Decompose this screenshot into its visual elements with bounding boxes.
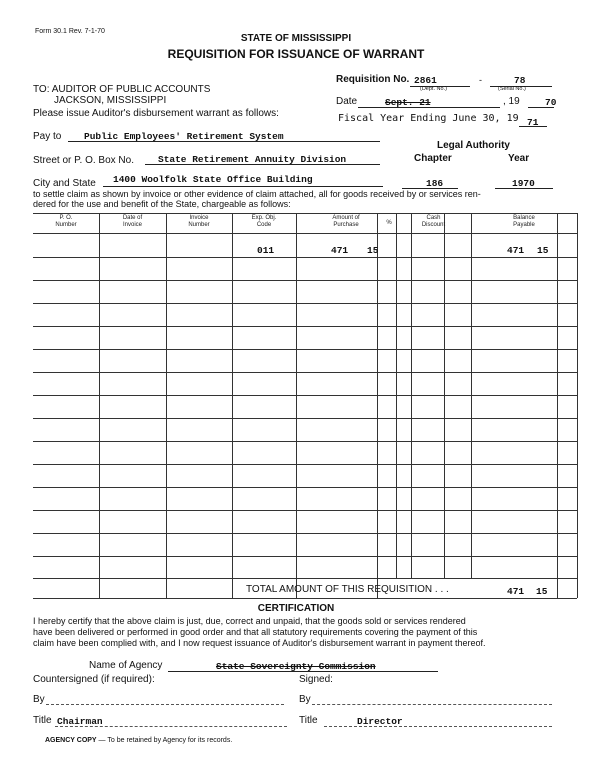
date-year: 70 — [545, 97, 557, 108]
pay-to-label: Pay to — [33, 131, 62, 142]
date-value: Sept. 21 — [385, 97, 431, 108]
page-title: REQUISITION FOR ISSUANCE OF WARRANT — [167, 47, 425, 61]
certification-line-3: claim have been complied with, and I now request issuance of Auditor's disbursement warrant in payment thereof. — [33, 638, 486, 648]
city-label: City and State — [33, 178, 96, 189]
countersigned-label: Countersigned (if required): — [33, 674, 155, 685]
header-amount-of-purchase: Amount of Purchase — [332, 215, 360, 228]
agency-name-label: Name of Agency — [89, 660, 163, 671]
title-label: Title — [33, 715, 52, 726]
serial-number: 78 — [514, 75, 526, 86]
row-1-amount-cents: 15 — [367, 245, 379, 256]
pay-to-value: Public Employees' Retirement System — [84, 131, 284, 142]
street-value: State Retirement Annuity Division — [158, 154, 347, 165]
chapter-label: Chapter — [414, 153, 452, 164]
street-label: Street or P. O. Box No. — [33, 155, 134, 166]
requisition-label: Requisition No. — [336, 74, 410, 85]
legal-year-value: 1970 — [512, 178, 535, 189]
row-1-balance-cents: 15 — [537, 245, 549, 256]
header-balance-payable: Balance Payable — [513, 215, 535, 228]
by2-label: By — [299, 694, 311, 705]
year-prefix: , 19 — [503, 96, 520, 107]
header-date-of-invoice: Date of Invoice — [122, 215, 143, 228]
agency-copy-text: — To be retained by Agency for its records. — [96, 737, 233, 744]
total-dollars: 471 — [507, 586, 525, 597]
certification-title: CERTIFICATION — [257, 603, 335, 614]
header-exp-obj-code: Exp. Obj. Code — [251, 215, 277, 228]
dept-caption: (Dept. No.) — [420, 86, 447, 92]
legal-authority-label: Legal Authority — [437, 140, 510, 151]
serial-caption: (Serial No.) — [498, 86, 526, 92]
agency-copy-label: AGENCY COPY — [45, 737, 97, 744]
form-number: Form 30.1 Rev. 7-1-70 — [35, 28, 105, 35]
certification-line-1: I hereby certify that the above claim is just, due, correct and unpaid, that the goods sold or services rendered — [33, 616, 466, 626]
row-1-amount-dollars: 471 — [331, 245, 349, 256]
signed-label: Signed: — [299, 674, 333, 685]
header-po-number: P. O. Number — [55, 215, 77, 228]
agency-name-value: State Sovereignty Commission — [216, 661, 376, 672]
footer-note — [45, 737, 232, 744]
header-cash-discount: Cash Discount — [421, 215, 446, 228]
title2-label: Title — [299, 715, 318, 726]
chapter-value: 186 — [426, 178, 444, 189]
to-line-1: TO: AUDITOR OF PUBLIC ACCOUNTS — [33, 84, 211, 95]
row-1-balance-dollars: 471 — [507, 245, 525, 256]
instruction-text: Please issue Auditor's disbursement warrant as follows: — [33, 108, 279, 119]
city-value: 1400 Woolfolk State Office Building — [113, 174, 313, 185]
header-percent: % — [386, 220, 392, 226]
header-invoice-number: Invoice Number — [188, 215, 210, 228]
year-label: Year — [508, 153, 530, 164]
certification-line-2: have been delivered or performed in good order and that all statutory requirements covering the payment of this — [33, 627, 478, 637]
state-heading: STATE OF MISSISSIPPI — [240, 33, 352, 44]
fiscal-year-value: 71 — [527, 117, 539, 128]
total-cents: 15 — [536, 586, 548, 597]
claims-table — [33, 213, 577, 598]
date-label: Date — [336, 96, 358, 107]
fiscal-year-label: Fiscal Year Ending June 30, 19 — [338, 113, 519, 124]
to-line-2: JACKSON, MISSISSIPPI — [54, 95, 167, 106]
settle-text-2: dered for the use and benefit of the State, chargeable as follows: — [33, 199, 291, 209]
total-label: TOTAL AMOUNT OF THIS REQUISITION . . . — [246, 584, 449, 595]
by-label: By — [33, 694, 45, 705]
settle-text-1: to settle claim as shown by invoice or other evidence of claim attached, all for goods received by or services ren- — [33, 189, 481, 199]
title2-value: Director — [357, 716, 403, 727]
title-value: Chairman — [57, 716, 103, 727]
row-1-code: 011 — [257, 245, 275, 256]
dept-number: 2861 — [414, 75, 437, 86]
